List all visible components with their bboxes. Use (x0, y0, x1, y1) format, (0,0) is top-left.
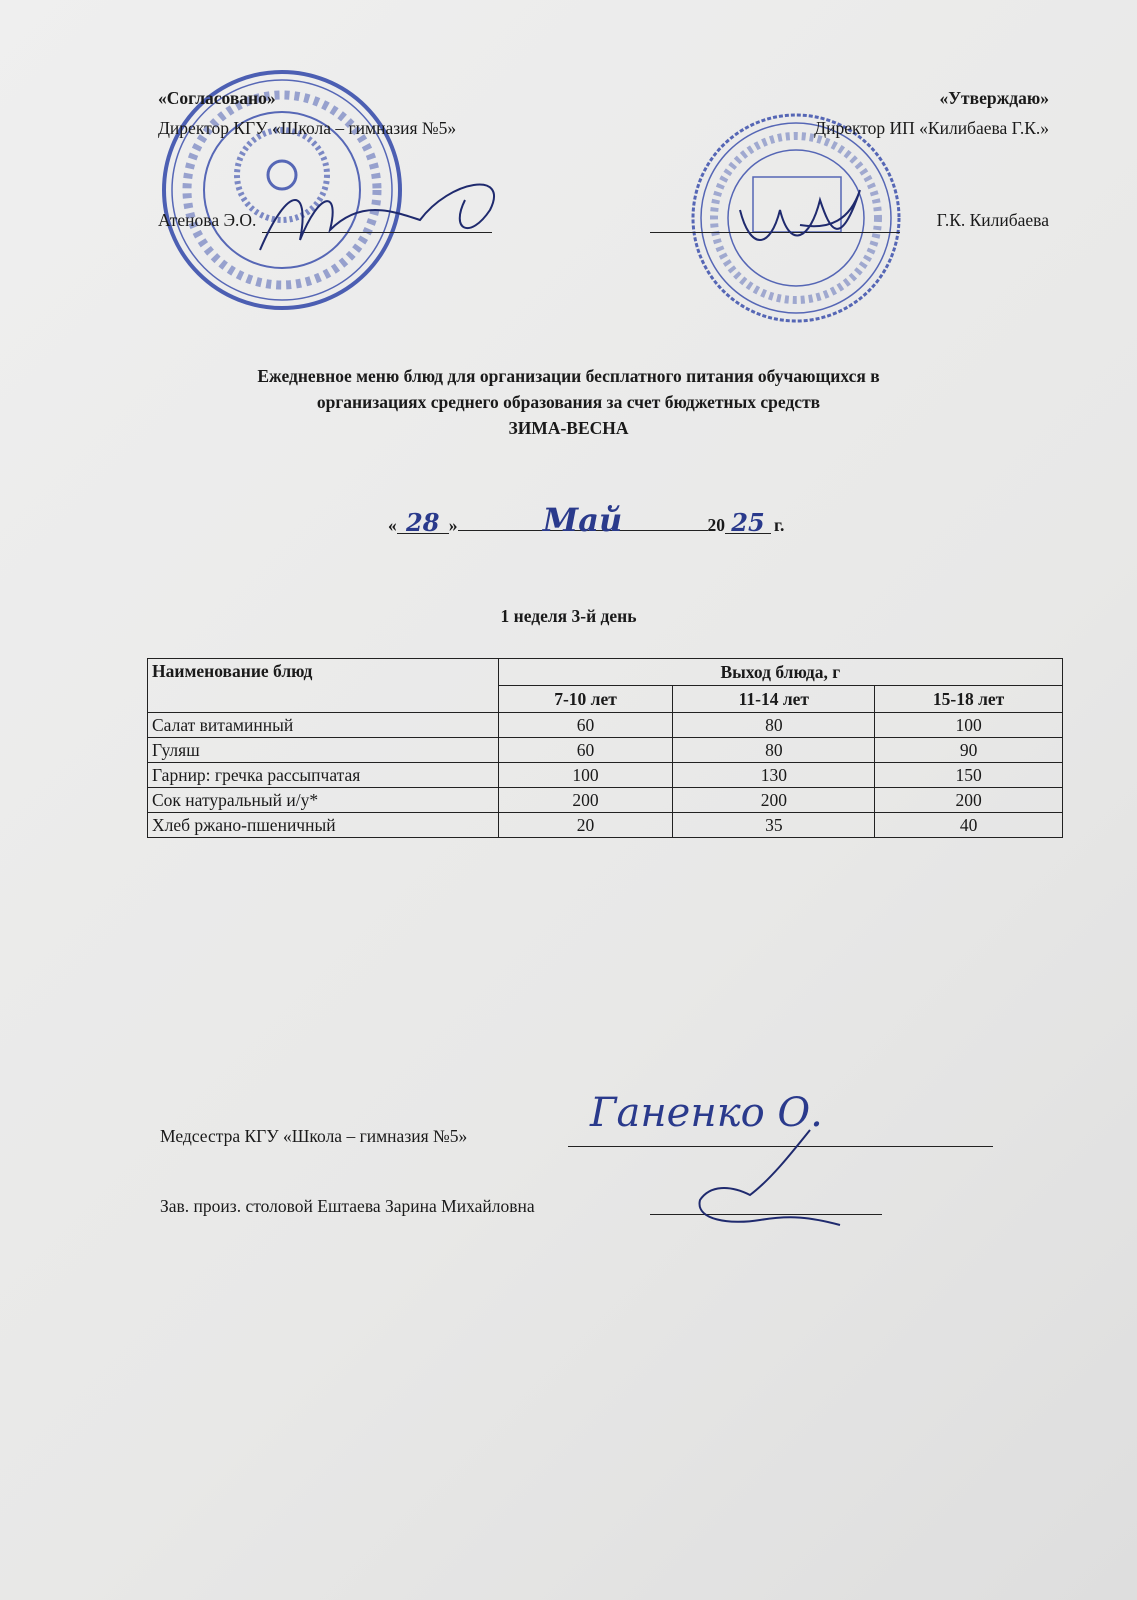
table-row (148, 763, 1063, 788)
date-day: 28 (397, 513, 449, 534)
yield-value: 20 (498, 813, 673, 838)
approved-position: Директор ИП «Килибаева Г.К.» (814, 118, 1049, 138)
date-month: Май (458, 510, 708, 531)
yield-value: 60 (498, 713, 673, 738)
title-line-1: Ежедневное меню блюд для организации бесплатного питания обучающихся в (257, 366, 880, 386)
yield-value: 150 (875, 763, 1063, 788)
dish-name: Гарнир: гречка рассыпчатая (148, 763, 499, 788)
yield-value: 80 (673, 713, 875, 738)
table-row (148, 813, 1063, 838)
dish-name: Хлеб ржано-пшеничный (148, 813, 499, 838)
yield-value: 90 (875, 738, 1063, 763)
date-year-prefix: 20 (707, 515, 725, 535)
agreed-heading: «Согласовано» (158, 88, 276, 108)
season: ЗИМА-ВЕСНА (508, 418, 629, 438)
header-age-7-10: 7-10 лет (498, 686, 673, 713)
dish-name: Сок натуральный и/у* (148, 788, 499, 813)
canteen-manager-signature (690, 1125, 850, 1235)
menu-table (147, 658, 1063, 838)
approved-signatory: Г.К. Килибаева (936, 210, 1049, 230)
date-line (388, 501, 785, 539)
table-row (148, 738, 1063, 763)
title-line-2: организациях среднего образования за счет бюджетных средств (316, 392, 821, 412)
nurse-label: Медсестра КГУ «Школа – гимназия №5» (160, 1126, 468, 1146)
table-row (148, 713, 1063, 738)
yield-value: 100 (875, 713, 1063, 738)
dish-name: Салат витаминный (148, 713, 499, 738)
yield-value: 100 (498, 763, 673, 788)
header-age-15-18: 15-18 лет (875, 686, 1063, 713)
week-day: 1 неделя 3-й день (500, 606, 637, 626)
approved-heading: «Утверждаю» (939, 88, 1049, 108)
yield-value: 80 (673, 738, 875, 763)
header-age-11-14: 11-14 лет (673, 686, 875, 713)
nurse-handwritten-name: Ганенко О. (590, 1090, 823, 1136)
dish-name: Гуляш (148, 738, 499, 763)
agreed-signatory: Атенова Э.О. (158, 210, 257, 230)
canteen-manager-label: Зав. произ. столовой Ештаева Зарина Михайловна (160, 1196, 535, 1216)
date-open-quote: « (388, 515, 397, 535)
yield-value: 130 (673, 763, 875, 788)
yield-value: 200 (875, 788, 1063, 813)
header-dish-name: Наименование блюд (148, 659, 499, 713)
date-suffix: г. (774, 515, 785, 535)
agreed-position: Директор КГУ «Школа – гимназия №5» (158, 118, 457, 138)
yield-value: 40 (875, 813, 1063, 838)
date-close-quote: » (448, 515, 458, 535)
agreed-signature (250, 170, 550, 260)
approved-signature (730, 170, 890, 260)
date-year-suffix: 25 (725, 513, 771, 534)
yield-value: 200 (498, 788, 673, 813)
table-row (148, 788, 1063, 813)
table-header-row (148, 659, 1063, 686)
yield-value: 200 (673, 788, 875, 813)
yield-value: 60 (498, 738, 673, 763)
header-yield: Выход блюда, г (498, 659, 1062, 686)
yield-value: 35 (673, 813, 875, 838)
